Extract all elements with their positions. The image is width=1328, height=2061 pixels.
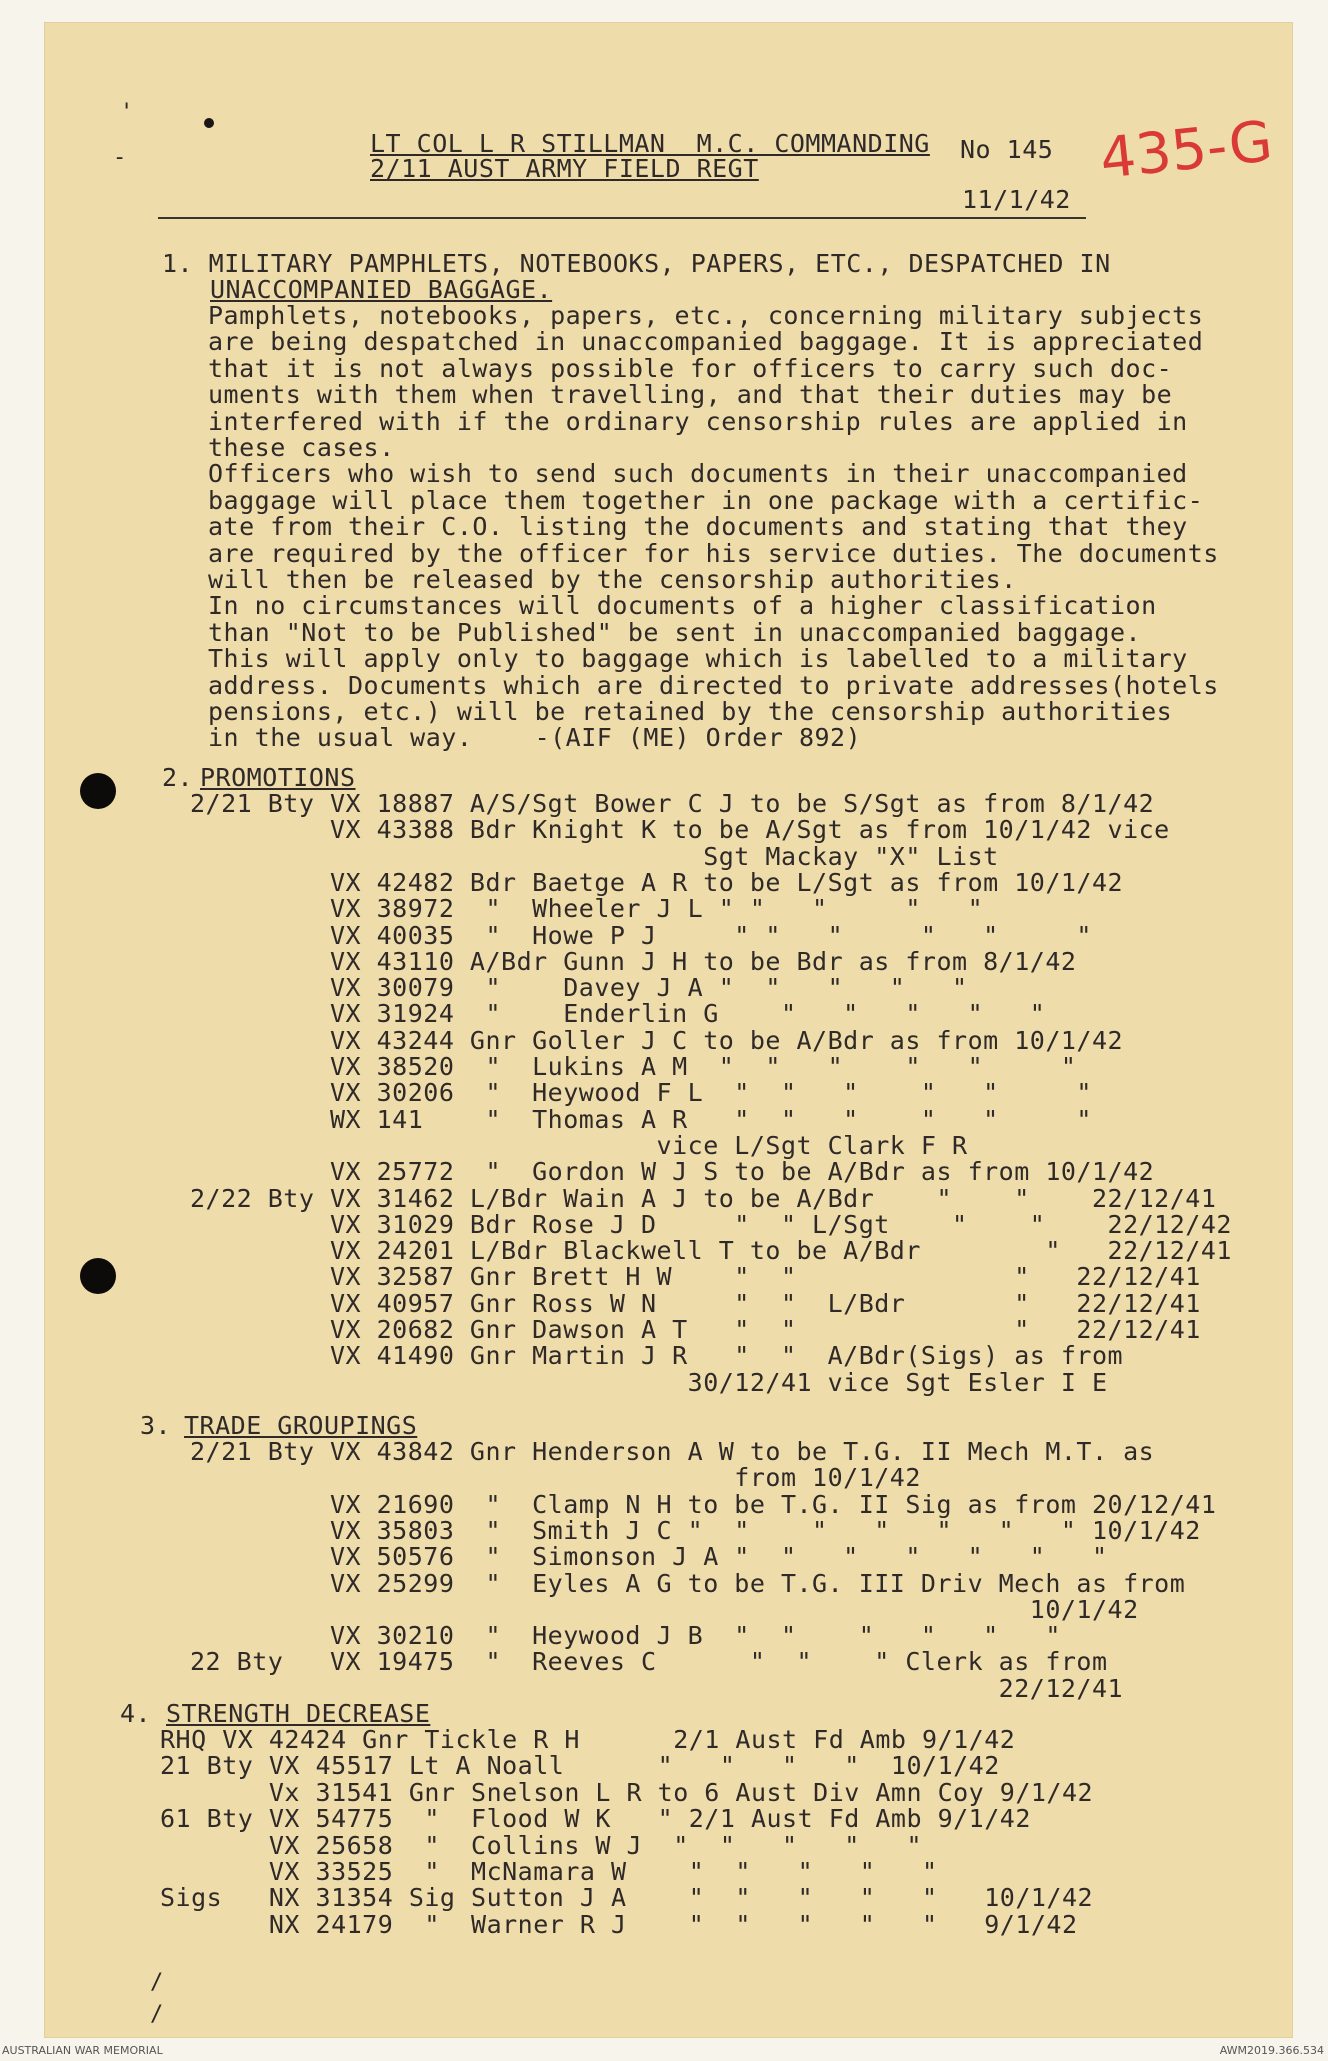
promotion-entry: VX 43110 A/Bdr Gunn J H to be Bdr as from 8/1/42 xyxy=(190,946,1077,976)
promotion-entry: VX 20682 Gnr Dawson A T " " " 22/12/41 xyxy=(190,1315,1201,1344)
section1-line: are required by the officer for his service duties. The documents xyxy=(208,538,1219,568)
footer-left: AUSTRALIAN WAR MEMORIAL xyxy=(2,2044,163,2057)
strength-decrease-entry: VX 33525 " McNamara W " " " " " xyxy=(160,1857,938,1886)
trade-grouping-entry: 22/12/41 xyxy=(190,1673,1124,1703)
margin-mark: - xyxy=(113,145,127,170)
promotion-entry: 2/21 Bty VX 18887 A/S/Sgt Bower C J to be S/Sgt as from 8/1/42 xyxy=(190,789,1155,818)
header-unit-line: 2/11 AUST ARMY FIELD REGT xyxy=(370,154,759,183)
promotion-entry: VX 43388 Bdr Knight K to be A/Sgt as from 10/1/42 vice xyxy=(190,815,1170,845)
section1-line: that it is not always possible for officers to carry such doc- xyxy=(208,353,1173,383)
section1-line: than "Not to be Published" be sent in unaccompanied baggage. xyxy=(208,617,1142,647)
section1-line: interfered with if the ordinary censorship rules are applied in xyxy=(208,406,1188,436)
promotion-entry: VX 38520 " Lukins A M " " " " " " xyxy=(190,1052,1077,1081)
punch-hole-bottom xyxy=(80,1258,116,1294)
section1-line: uments with them when travelling, and that their duties may be xyxy=(208,380,1173,410)
section4-number: 4. xyxy=(120,1699,152,1728)
header-commanding-line: LT COL L R STILLMAN M.C. COMMANDING xyxy=(370,129,930,158)
promotion-entry: VX 24201 L/Bdr Blackwell T to be A/Bdr " 22/12/41 xyxy=(190,1236,1232,1266)
trade-grouping-entry: VX 25299 " Eyles A G to be T.G. III Driv Mech as from xyxy=(190,1568,1186,1598)
promotion-entry: WX 141 " Thomas A R " " " " " " xyxy=(190,1104,1092,1134)
promotion-entry: VX 43244 Gnr Goller J C to be A/Bdr as from 10/1/42 xyxy=(190,1025,1124,1055)
handwritten-reference: 435-G xyxy=(1097,109,1276,192)
strength-decrease-entry: Sigs NX 31354 Sig Sutton J A " " " " " 10/1/42 xyxy=(160,1883,1094,1913)
promotion-entry: VX 40035 " Howe P J " " " " " " xyxy=(190,920,1092,950)
trade-grouping-entry: VX 50576 " Simonson J A " " " " " " " xyxy=(190,1542,1108,1572)
header-number: No 145 xyxy=(960,135,1054,164)
header-rule xyxy=(158,217,1086,219)
section1-line: are being despatched in unaccompanied baggage. It is appreciated xyxy=(208,327,1204,357)
strength-decrease-entry: RHQ VX 42424 Gnr Tickle R H 2/1 Aust Fd Amb 9/1/42 xyxy=(160,1725,1016,1754)
section1-line: these cases. xyxy=(208,433,395,462)
section1-line: ate from their C.O. listing the documents and stating that they xyxy=(208,512,1188,542)
strength-decrease-entry: 21 Bty VX 45517 Lt A Noall " " " " 10/1/42 xyxy=(160,1751,1000,1781)
section2-number: 2. xyxy=(162,763,194,792)
promotion-entry: Sgt Mackay "X" List xyxy=(190,841,999,871)
section2-title: PROMOTIONS xyxy=(200,763,356,792)
promotion-entry: VX 25772 " Gordon W J S to be A/Bdr as from 10/1/42 xyxy=(190,1157,1155,1187)
margin-mark: ' xyxy=(120,100,134,125)
trade-grouping-entry: 22 Bty VX 19475 " Reeves C " " " Clerk as from xyxy=(190,1647,1108,1677)
section1-line: Officers who wish to send such documents in their unaccompanied xyxy=(208,459,1188,489)
promotion-entry: VX 40957 Gnr Ross W N " " L/Bdr " 22/12/41 xyxy=(190,1288,1201,1318)
trade-grouping-entry: VX 35803 " Smith J C " " " " " " " 10/1/42 xyxy=(190,1515,1201,1545)
promotion-entry: 2/22 Bty VX 31462 L/Bdr Wain A J to be A/Bdr " " 22/12/41 xyxy=(190,1183,1217,1213)
promotion-entry: VX 30206 " Heywood F L " " " " " " xyxy=(190,1078,1092,1108)
margin-mark: / xyxy=(150,1970,164,1995)
section1-title: 1. MILITARY PAMPHLETS, NOTEBOOKS, PAPERS, ETC., DESPATCHED IN xyxy=(162,249,1111,278)
strength-decrease-entry: 61 Bty VX 54775 " Flood W K " 2/1 Aust Fd Amb 9/1/42 xyxy=(160,1804,1031,1834)
footer-right: AWM2019.366.534 xyxy=(1219,2044,1324,2057)
section1-line: Pamphlets, notebooks, papers, etc., concerning military subjects xyxy=(208,301,1204,330)
trade-grouping-entry: VX 21690 " Clamp N H to be T.G. II Sig as from 20/12/41 xyxy=(190,1489,1217,1519)
section1-title-cont: UNACCOMPANIED BAGGAGE. xyxy=(210,275,553,304)
promotion-entry: VX 31924 " Enderlin G " " " " " xyxy=(190,999,1046,1029)
header-date: 11/1/42 xyxy=(962,185,1071,214)
section3-number: 3. xyxy=(140,1411,172,1440)
margin-dot xyxy=(204,118,214,128)
section1-line: will then be released by the censorship authorities. xyxy=(208,565,1017,594)
section1-line: In no circumstances will documents of a higher classification xyxy=(208,591,1157,621)
section1-line: This will apply only to baggage which is labelled to a military xyxy=(208,644,1188,674)
promotion-entry: 30/12/41 vice Sgt Esler I E xyxy=(190,1367,1108,1397)
section1-line: pensions, etc.) will be retained by the censorship authorities xyxy=(208,697,1173,726)
trade-grouping-entry: VX 30210 " Heywood J B " " " " " " xyxy=(190,1621,1061,1651)
promotion-entry: vice L/Sgt Clark F R xyxy=(190,1130,968,1160)
promotion-entry: VX 42482 Bdr Baetge A R to be L/Sgt as from 10/1/42 xyxy=(190,867,1124,897)
strength-decrease-entry: VX 25658 " Collins W J " " " " " xyxy=(160,1830,923,1860)
promotion-entry: VX 31029 Bdr Rose J D " " L/Sgt " " 22/12/42 xyxy=(190,1209,1232,1239)
promotion-entry: VX 32587 Gnr Brett H W " " " 22/12/41 xyxy=(190,1262,1201,1292)
trade-grouping-entry: from 10/1/42 xyxy=(190,1463,921,1493)
section3-title: TRADE GROUPINGS xyxy=(184,1411,418,1440)
promotion-entry: VX 38972 " Wheeler J L " " " " " xyxy=(190,894,984,924)
promotion-entry: VX 30079 " Davey J A " " " " " xyxy=(190,973,968,1003)
strength-decrease-entry: Vx 31541 Gnr Snelson L R to 6 Aust Div Amn Coy 9/1/42 xyxy=(160,1777,1094,1807)
margin-mark: / xyxy=(150,2002,164,2027)
strength-decrease-entry: NX 24179 " Warner R J " " " " " 9/1/42 xyxy=(160,1909,1078,1939)
punch-hole-top xyxy=(80,773,116,809)
trade-grouping-entry: 10/1/42 xyxy=(190,1594,1139,1624)
section1-line: in the usual way. -(AIF (ME) Order 892) xyxy=(208,723,862,753)
section1-line: address. Documents which are directed to private addresses(hotels xyxy=(208,670,1219,700)
trade-grouping-entry: 2/21 Bty VX 43842 Gnr Henderson A W to be T.G. II Mech M.T. as xyxy=(190,1437,1155,1466)
promotion-entry: VX 41490 Gnr Martin J R " " A/Bdr(Sigs) as from xyxy=(190,1341,1124,1371)
section1-line: baggage will place them together in one package with a certific- xyxy=(208,485,1204,515)
section4-title: STRENGTH DECREASE xyxy=(166,1699,431,1728)
